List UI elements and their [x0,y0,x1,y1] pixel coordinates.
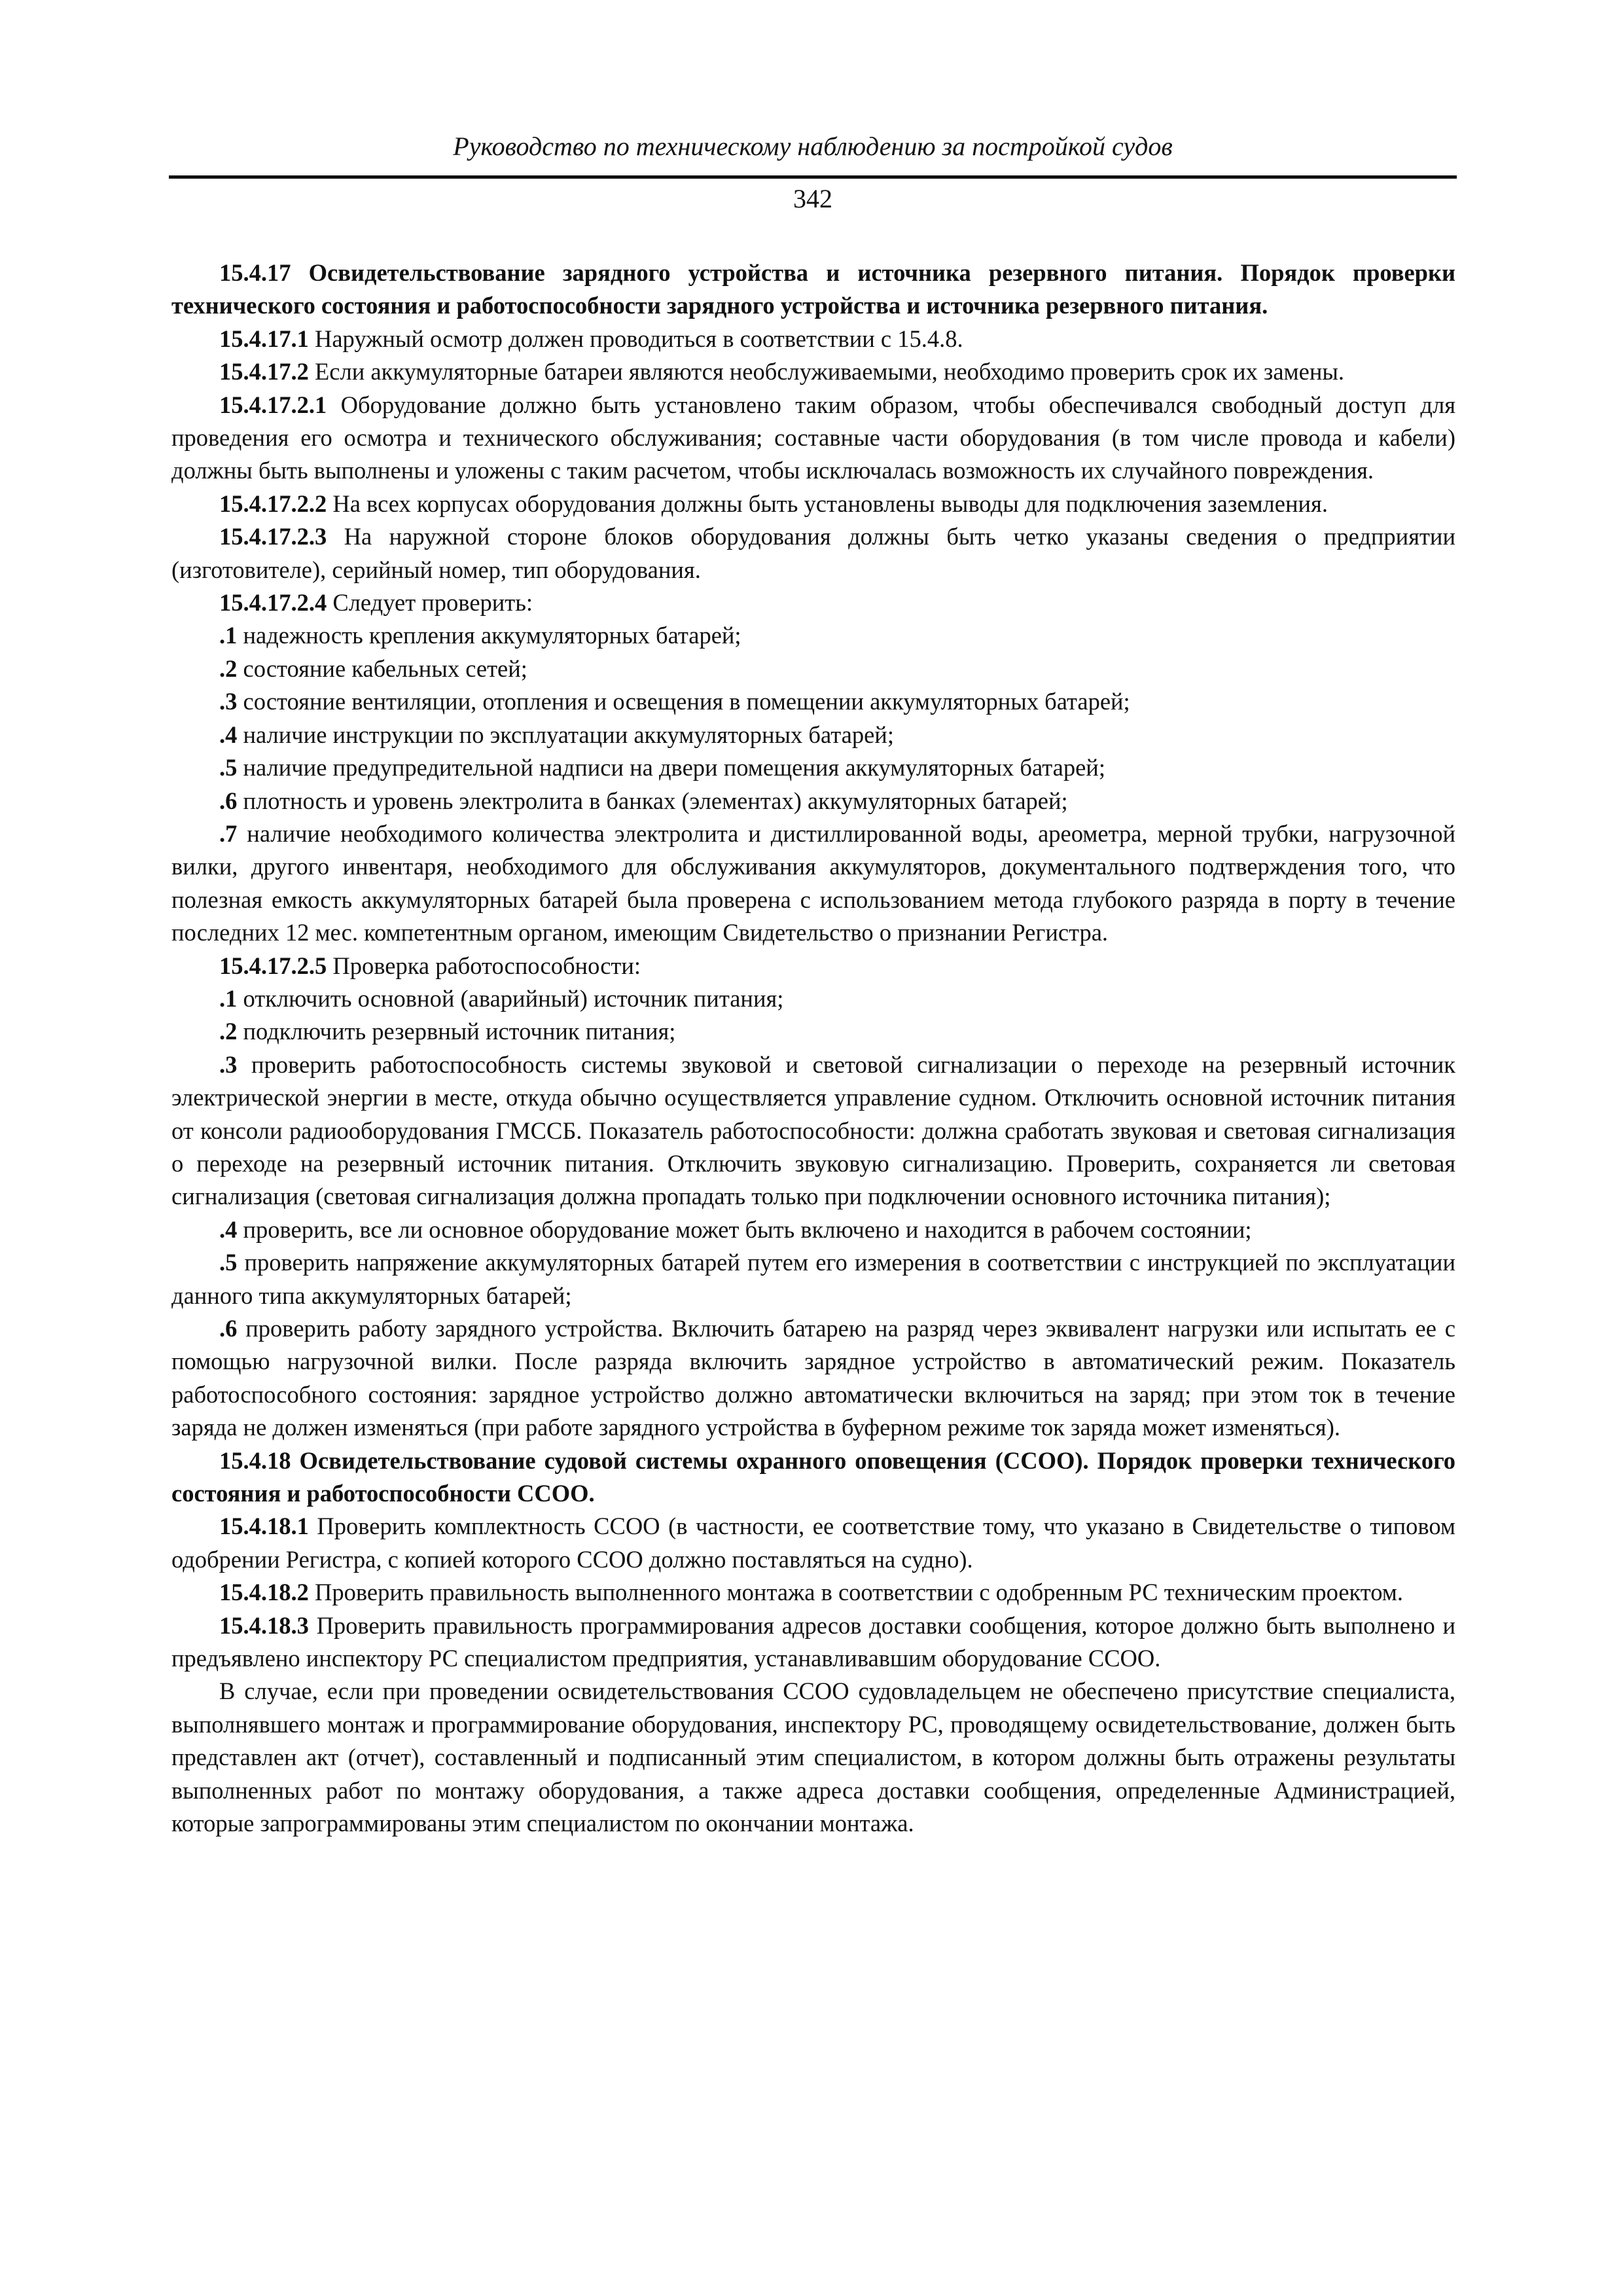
clause-text: На всех корпусах оборудования должны быть установлены выводы для подключения заземления. [327,490,1328,517]
section-heading-15-4-17 [171,257,1455,323]
clause [171,586,1455,619]
list-item-text: проверить работоспособность системы звуковой и световой сигнализации о переходе на резервный источник электрической энергии в месте, откуда обычно осуществляется управление судном. Отключить основной источник питания от консоли радиооборудования ГМССБ. Показатель работоспособности: должна сработать звуковая и световая сигнализация о переходе на резервный источник питания. Отключить звуковую сигнализацию. Проверить, сохраняется ли световая сигнализация (световая сигнализация должна пропадать только при подключении основного источника питания); [171,1050,1455,1210]
list-item [171,785,1455,817]
list-item [171,653,1455,685]
clause-text: Наружный осмотр должен проводиться в соответствии с 15.4.8. [308,325,963,352]
list-item [171,817,1455,950]
clause-text: Следует проверить: [327,589,533,617]
clause [171,1609,1455,1676]
clause [171,520,1455,586]
clause-text: Освидетельствование судовой системы охранного оповещения (ССОО). Порядок проверки технического состояния и работоспособности ССОО. [171,1446,1455,1507]
header-rule [169,175,1457,179]
clause-number: 15.4.18.3 [219,1611,309,1639]
list-item-number: .4 [219,721,238,748]
list-item-text: подключить резервный источник питания; [237,1018,676,1045]
clause-number: 15.4.17.2.3 [219,523,327,550]
list-item-number: .1 [219,622,238,649]
list-item-text: проверить напряжение аккумуляторных батарей путем его измерения в соответствии с инструкцией по эксплуатации данного типа аккумуляторных батарей; [171,1249,1455,1309]
list-item-number: .7 [219,819,238,847]
clause-text: Оборудование должно быть установлено таким образом, чтобы обеспечивался свободный доступ для проведения его осмотра и технического обслуживания; составные части оборудования (в том числе провода и кабели) должны быть выполнены и уложены с таким расчетом, чтобы исключалась возможность их случайного повреждения. [171,391,1455,484]
clause-number: 15.4.17.2 [219,358,309,386]
clause-text: Проверка работоспособности: [327,952,641,979]
list-item [171,685,1455,718]
list-item-number: .3 [219,1050,238,1078]
list-item-number: .2 [219,655,238,682]
clause-number: 15.4.17.2.5 [219,952,327,979]
clause [171,1510,1455,1576]
paragraph-text: В случае, если при проведении освидетельствования ССОО судовладельцем не обеспечено присутствие специалиста, выполнявшего монтаж и программирование оборудования, инспектору РС, проводящему освидетельствование, должен быть представлен акт (отчет), составленный и подписанный этим специалистом, в котором должны быть отражены результаты выполненных работ по монтажу оборудования, а также адреса доставки сообщения, определенные Администрацией, которые запрограммированы этим специалистом по окончании монтажа. [171,1677,1455,1837]
closing-paragraph [171,1675,1455,1840]
list-item [171,1049,1455,1213]
clause [171,323,1455,355]
list-item-text: наличие предупредительной надписи на двери помещения аккумуляторных батарей; [237,754,1105,781]
clause-text: Проверить правильность выполненного монтажа в соответствии с одобренным РС техническим проектом. [308,1579,1404,1606]
list-item-text: надежность крепления аккумуляторных батарей; [237,622,741,649]
clause-number: 15.4.17.2.4 [219,589,327,617]
list-item [171,1213,1455,1246]
list-item-text: состояние вентиляции, отопления и освещения в помещении аккумуляторных батарей; [237,688,1130,715]
list-item [171,1015,1455,1048]
list-item [171,1246,1455,1312]
list-item [171,751,1455,784]
list-item-number: .6 [219,787,238,814]
list-item [171,619,1455,652]
list-item-text: состояние кабельных сетей; [237,655,527,682]
list-item-number: .4 [219,1215,238,1243]
clause-number: 15.4.18.1 [219,1513,309,1540]
clause-text: Освидетельствование зарядного устройства и источника резервного питания. Порядок проверки технического состояния и работоспособности зарядного устройства и источника резервного питания. [171,259,1455,319]
list-item-text: наличие инструкции по эксплуатации аккумуляторных батарей; [237,721,894,748]
clause [171,1576,1455,1609]
list-item-text: наличие необходимого количества электролита и дистиллированной воды, ареометра, мерной трубки, нагрузочной вилки, другого инвентаря, необходимого для обслуживания аккумуляторов, документального подтверждения того, что полезная емкость аккумуляторных батарей была проверена с использованием метода глубокого разряда в порту в течение последних 12 мес. компетентным органом, имеющим Свидетельство о признании Регистра. [171,819,1455,946]
clause [171,355,1455,388]
section-heading-15-4-18 [171,1444,1455,1511]
page-number: 342 [793,184,832,213]
list-item-number: .1 [219,984,238,1012]
list-item-text: плотность и уровень электролита в банках (элементах) аккумуляторных батарей; [237,787,1068,814]
list-item-number: .3 [219,688,238,715]
clause-number: 15.4.17.2.2 [219,490,327,517]
clause [171,488,1455,520]
list-item-number: .5 [219,1249,238,1276]
list-item [171,1312,1455,1444]
clause-text: Если аккумуляторные батареи являются необслуживаемыми, необходимо проверить срок их замены. [308,358,1345,386]
clause-text: Проверить комплектность ССОО (в частности, ее соответствие тому, что указано в Свидетельстве о типовом одобрении Регистра, с копией которого ССОО должно поставляться на судно). [171,1513,1455,1573]
list-item-number: .6 [219,1315,238,1342]
list-item-number: .5 [219,754,238,781]
list-item-text: проверить работу зарядного устройства. Включить батарею на разряд через эквивалент нагрузки или испытать ее с помощью нагрузочной вилки. После разряда включить зарядное устройство в автоматический режим. Показатель работоспособного состояния: зарядное устройство должно автоматически включиться на заряд; при этом ток в течение заряда не должен изменяться (при работе зарядного устройства в буферном режиме ток заряда может изменяться). [171,1315,1455,1441]
list-item-number: .2 [219,1018,238,1045]
list-item-text: проверить, все ли основное оборудование может быть включено и находится в рабочем состоянии; [237,1215,1252,1243]
clause-number: 15.4.18 [219,1446,291,1474]
list-item [171,982,1455,1015]
clause [171,389,1455,488]
clause-text: Проверить правильность программирования адресов доставки сообщения, которое должно быть выполнено и предъявлено инспектору РС специалистом предприятия, устанавливавшим оборудование ССОО. [171,1611,1455,1672]
clause-number: 15.4.17 [219,259,291,286]
list-item [171,719,1455,751]
clause-number: 15.4.18.2 [219,1579,309,1606]
clause-text: На наружной стороне блоков оборудования должны быть четко указаны сведения о предприятии (изготовителе), серийный номер, тип оборудования. [171,523,1455,583]
list-item-text: отключить основной (аварийный) источник питания; [237,984,784,1012]
clause-number: 15.4.17.1 [219,325,309,352]
body-text [171,257,1455,1840]
clause-number: 15.4.17.2.1 [219,391,327,418]
running-header: Руководство по техническому наблюдению за постройкой судов [453,132,1173,161]
clause [171,950,1455,982]
